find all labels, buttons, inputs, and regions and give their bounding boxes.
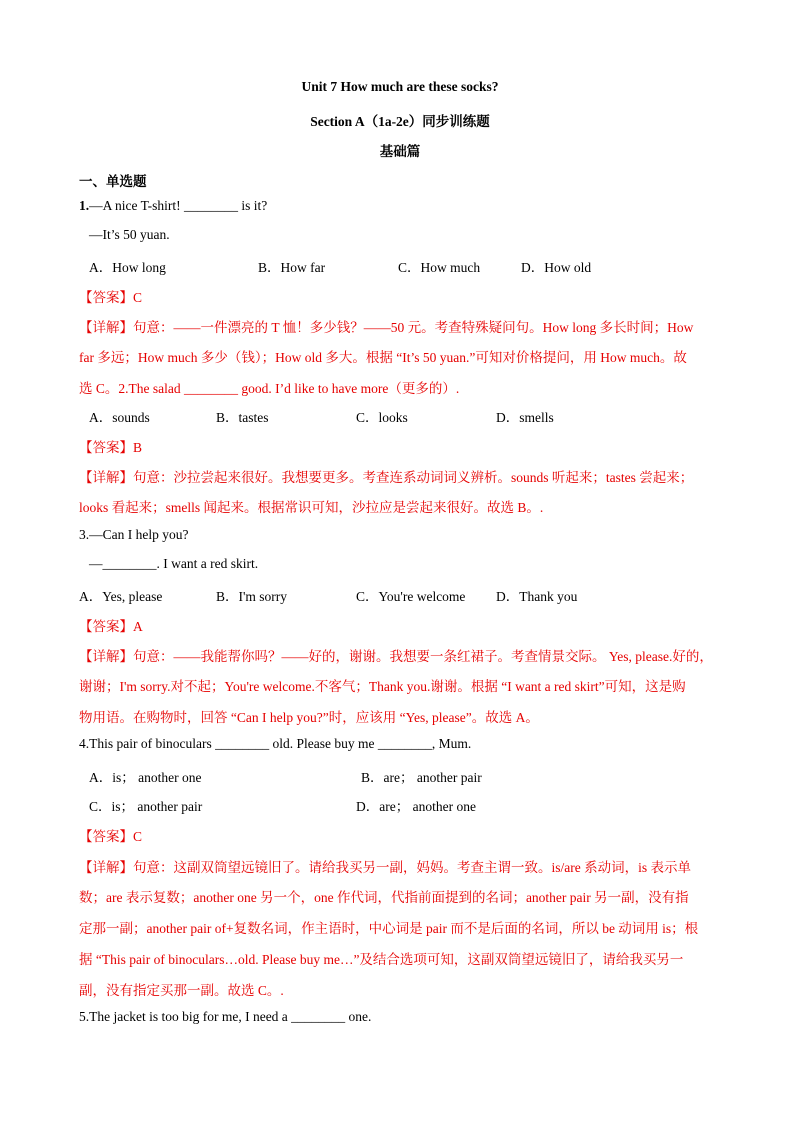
question-1-detail-line: far 多远；How much 多少（钱）；How old 多大。根据 “It’s 50 yuan.”可知对价格提问，用 How much。故 xyxy=(79,350,687,365)
question-3-answer: 【答案】A xyxy=(79,619,143,634)
question-1-text: —A nice T-shirt! ________ is it? xyxy=(89,198,268,213)
question-4-detail-line: 数；are 表示复数；another one 另一个，one 作代词，代指前面提到的名词；another pair 另一副，没有指 xyxy=(79,890,689,905)
question-2-detail-line: looks 看起来；smells 闻起来。根据常识可知，沙拉应是尝起来很好。故选 B。. xyxy=(79,500,544,515)
question-4-detail-line: 副，没有指定买那一副。故选 C。. xyxy=(79,983,284,998)
question-2-detail-line: 【详解】句意：沙拉尝起来很好。我想要更多。考查连系动词词义辨析。sounds 听起来；tastes 尝起来； xyxy=(79,470,694,485)
question-4-stem: 4.This pair of binoculars ________ old. Please buy me ________, Mum. xyxy=(79,736,472,751)
question-1-option-c: C．How much xyxy=(398,260,481,275)
question-2-option-b: B．tastes xyxy=(216,410,269,425)
question-4-option-b: B．are； another pair xyxy=(361,770,482,785)
question-1-detail-line: 选 C。2.The salad ________ good. I’d like to have more（更多的）. xyxy=(79,381,460,396)
question-5-stem: 5.The jacket is too big for me, I need a ________ one. xyxy=(79,1009,372,1024)
question-4-option-a: A．is； another one xyxy=(89,770,202,785)
question-4-detail-line: 【详解】句意：这副双筒望远镜旧了。请给我买另一副，妈妈。考查主谓一致。is/are 系动词，is 表示单 xyxy=(79,860,691,875)
question-3-reply: —________. I want a red skirt. xyxy=(89,556,259,571)
question-3-option-d: D．Thank you xyxy=(496,589,578,604)
question-1-stem xyxy=(79,198,729,214)
question-3-option-a: A．Yes, please xyxy=(79,589,163,604)
question-2-option-d: D．smells xyxy=(496,410,554,425)
question-1-number: 1. xyxy=(79,198,90,213)
question-2-option-a: A．sounds xyxy=(89,410,150,425)
question-1-option-b: B．How far xyxy=(258,260,326,275)
question-3-option-b: B．I'm sorry xyxy=(216,589,288,604)
question-1-reply: —It’s 50 yuan. xyxy=(89,227,170,242)
document-title: Unit 7 How much are these socks? xyxy=(301,79,499,94)
question-1-option-d: D．How old xyxy=(521,260,592,275)
question-4-answer: 【答案】C xyxy=(79,829,143,844)
question-4-option-c: C．is； another pair xyxy=(89,799,203,814)
question-4-detail-line: 定那一副；another pair of+复数名词，作主语时，中心词是 pair 而不是后面的名词，所以 be 动词用 is；根 xyxy=(79,921,699,936)
part-heading: 一、单选题 xyxy=(79,174,147,189)
question-4-option-d: D．are； another one xyxy=(356,799,476,814)
question-1-answer: 【答案】C xyxy=(79,290,143,305)
question-3-detail-line: 物用语。在购物时，回答 “Can I help you?”时，应该用 “Yes, please”。故选 A。 xyxy=(79,710,539,725)
question-3-detail-line: 谢谢；I'm sorry.对不起；You're welcome.不客气；Thank you.谢谢。根据 “I want a red skirt”可知，这是购 xyxy=(79,679,686,694)
question-3-option-c: C．You're welcome xyxy=(356,589,466,604)
question-2-answer: 【答案】B xyxy=(79,440,143,455)
level-title: 基础篇 xyxy=(379,144,421,159)
section-title: Section A（1a-2e）同步训练题 xyxy=(310,114,490,129)
question-4-detail-line: 据 “This pair of binoculars…old. Please buy me…”及结合选项可知，这副双筒望远镜旧了，请给我买另一 xyxy=(79,952,684,967)
question-3-detail-line: 【详解】句意：——我能帮你吗？——好的，谢谢。我想要一条红裙子。考查情景交际。 Yes, please.好的， xyxy=(79,649,713,664)
question-1-detail-line: 【详解】句意：——一件漂亮的 T 恤！多少钱？——50 元。考查特殊疑问句。How long 多长时间；How xyxy=(79,320,694,335)
question-2-option-c: C．looks xyxy=(356,410,408,425)
question-1-option-a: A．How long xyxy=(89,260,166,275)
question-3-stem: 3.—Can I help you? xyxy=(79,527,189,542)
